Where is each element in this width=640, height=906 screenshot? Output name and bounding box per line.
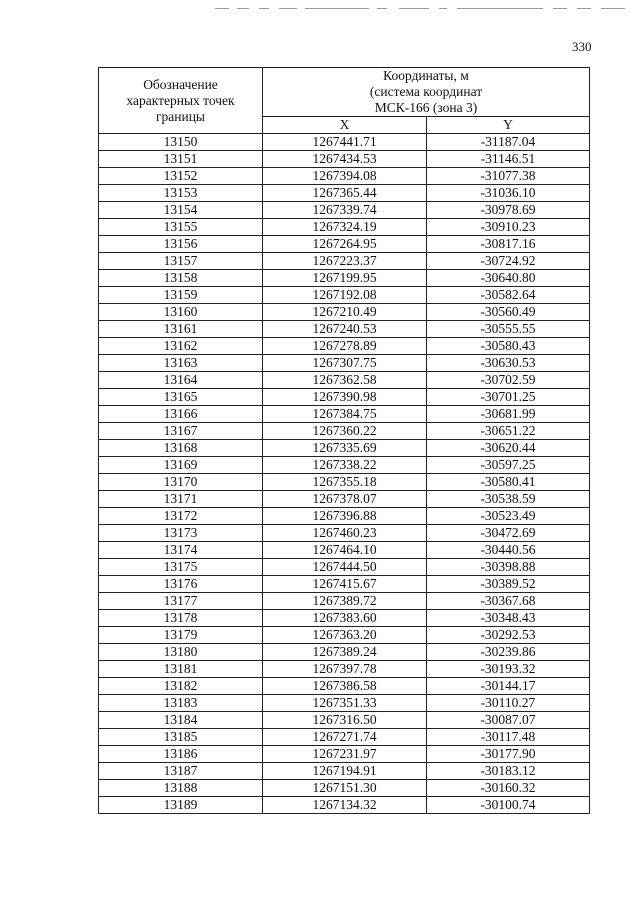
table-row (99, 423, 590, 440)
page-number: 330 (572, 39, 592, 54)
table-row (99, 678, 590, 695)
y-coordinate-cell: -30100.74 (427, 797, 590, 814)
table-row (99, 457, 590, 474)
y-coordinate-cell: -30701.25 (427, 389, 590, 406)
header-point-name-text: Обозначение характерных точек границы (126, 76, 235, 124)
x-coordinate-cell: 1267386.58 (263, 678, 427, 695)
y-coordinate-cell: -30087.07 (427, 712, 590, 729)
x-coordinate-cell: 1267231.97 (263, 746, 427, 763)
x-coordinate-cell: 1267390.98 (263, 389, 427, 406)
point-id-cell: 13177 (99, 593, 263, 610)
point-id-cell: 13158 (99, 270, 263, 287)
x-coordinate-cell: 1267464.10 (263, 542, 427, 559)
table-row (99, 202, 590, 219)
point-id-cell: 13183 (99, 695, 263, 712)
table-row (99, 440, 590, 457)
point-id-cell: 13167 (99, 423, 263, 440)
point-id-cell: 13179 (99, 627, 263, 644)
y-coordinate-cell: -30472.69 (427, 525, 590, 542)
x-coordinate-cell: 1267192.08 (263, 287, 427, 304)
y-coordinate-cell: -30239.86 (427, 644, 590, 661)
x-coordinate-cell: 1267441.71 (263, 134, 427, 151)
x-coordinate-cell: 1267460.23 (263, 525, 427, 542)
table-row (99, 593, 590, 610)
x-coordinate-cell: 1267316.50 (263, 712, 427, 729)
table-row (99, 355, 590, 372)
x-coordinate-cell: 1267389.72 (263, 593, 427, 610)
y-coordinate-cell: -30177.90 (427, 746, 590, 763)
x-coordinate-cell: 1267383.60 (263, 610, 427, 627)
table-row (99, 559, 590, 576)
table-row (99, 219, 590, 236)
y-coordinate-cell: -31187.04 (427, 134, 590, 151)
table-row (99, 525, 590, 542)
table-row (99, 236, 590, 253)
y-coordinate-cell: -31077.38 (427, 168, 590, 185)
point-id-cell: 13159 (99, 287, 263, 304)
table-body (99, 134, 590, 814)
header-coordinates (263, 68, 590, 117)
table-row (99, 474, 590, 491)
point-id-cell: 13174 (99, 542, 263, 559)
point-id-cell: 13176 (99, 576, 263, 593)
x-coordinate-cell: 1267362.58 (263, 372, 427, 389)
point-id-cell: 13162 (99, 338, 263, 355)
y-coordinate-cell: -30651.22 (427, 423, 590, 440)
table-row (99, 134, 590, 151)
y-coordinate-cell: -30978.69 (427, 202, 590, 219)
point-id-cell: 13178 (99, 610, 263, 627)
y-coordinate-cell: -30910.23 (427, 219, 590, 236)
point-id-cell: 13173 (99, 525, 263, 542)
table-row (99, 763, 590, 780)
point-id-cell: 13163 (99, 355, 263, 372)
table-row (99, 729, 590, 746)
x-coordinate-cell: 1267339.74 (263, 202, 427, 219)
point-id-cell: 13186 (99, 746, 263, 763)
x-coordinate-cell: 1267389.24 (263, 644, 427, 661)
x-coordinate-cell: 1267351.33 (263, 695, 427, 712)
table-row (99, 338, 590, 355)
x-coordinate-cell: 1267365.44 (263, 185, 427, 202)
header-coordinates-line2: (система координат (369, 84, 483, 99)
header-coordinates-line1: Координаты, м (383, 68, 469, 83)
table-row (99, 627, 590, 644)
point-id-cell: 13157 (99, 253, 263, 270)
table-row (99, 712, 590, 729)
point-id-cell: 13165 (99, 389, 263, 406)
x-coordinate-cell: 1267194.91 (263, 763, 427, 780)
x-coordinate-cell: 1267271.74 (263, 729, 427, 746)
header-point-name (99, 68, 263, 134)
point-id-cell: 13188 (99, 780, 263, 797)
table-row (99, 321, 590, 338)
x-coordinate-cell: 1267397.78 (263, 661, 427, 678)
scan-artifact-lines (215, 8, 625, 10)
y-coordinate-cell: -30523.49 (427, 508, 590, 525)
table-row (99, 270, 590, 287)
point-id-cell: 13180 (99, 644, 263, 661)
table-row (99, 661, 590, 678)
point-id-cell: 13152 (99, 168, 263, 185)
y-coordinate-cell: -30582.64 (427, 287, 590, 304)
y-coordinate-cell: -31146.51 (427, 151, 590, 168)
table-row (99, 610, 590, 627)
x-coordinate-cell: 1267199.95 (263, 270, 427, 287)
y-coordinate-cell: -30630.53 (427, 355, 590, 372)
point-id-cell: 13189 (99, 797, 263, 814)
x-coordinate-cell: 1267335.69 (263, 440, 427, 457)
y-coordinate-cell: -30160.32 (427, 780, 590, 797)
x-coordinate-cell: 1267223.37 (263, 253, 427, 270)
table-row (99, 185, 590, 202)
point-id-cell: 13182 (99, 678, 263, 695)
x-coordinate-cell: 1267240.53 (263, 321, 427, 338)
table-row (99, 508, 590, 525)
point-id-cell: 13156 (99, 236, 263, 253)
point-id-cell: 13169 (99, 457, 263, 474)
point-id-cell: 13172 (99, 508, 263, 525)
x-coordinate-cell: 1267210.49 (263, 304, 427, 321)
point-id-cell: 13155 (99, 219, 263, 236)
x-coordinate-cell: 1267307.75 (263, 355, 427, 372)
table-row (99, 287, 590, 304)
x-coordinate-cell: 1267378.07 (263, 491, 427, 508)
table-row (99, 797, 590, 814)
y-coordinate-cell: -30724.92 (427, 253, 590, 270)
point-id-cell: 13175 (99, 559, 263, 576)
header-x: X (263, 117, 427, 134)
table-row (99, 644, 590, 661)
point-id-cell: 13164 (99, 372, 263, 389)
x-coordinate-cell: 1267360.22 (263, 423, 427, 440)
header-y: Y (427, 117, 590, 134)
point-id-cell: 13168 (99, 440, 263, 457)
x-coordinate-cell: 1267264.95 (263, 236, 427, 253)
point-id-cell: 13187 (99, 763, 263, 780)
table-row (99, 372, 590, 389)
point-id-cell: 13151 (99, 151, 263, 168)
x-coordinate-cell: 1267394.08 (263, 168, 427, 185)
x-coordinate-cell: 1267134.32 (263, 797, 427, 814)
x-coordinate-cell: 1267434.53 (263, 151, 427, 168)
x-coordinate-cell: 1267415.67 (263, 576, 427, 593)
point-id-cell: 13153 (99, 185, 263, 202)
x-coordinate-cell: 1267384.75 (263, 406, 427, 423)
header-coordinates-line3: МСК-166 (зона 3) (374, 100, 478, 115)
x-coordinate-cell: 1267355.18 (263, 474, 427, 491)
x-coordinate-cell: 1267338.22 (263, 457, 427, 474)
y-coordinate-cell: -30681.99 (427, 406, 590, 423)
table-row (99, 695, 590, 712)
table-row (99, 304, 590, 321)
y-coordinate-cell: -30117.48 (427, 729, 590, 746)
x-coordinate-cell: 1267444.50 (263, 559, 427, 576)
point-id-cell: 13154 (99, 202, 263, 219)
y-coordinate-cell: -30398.88 (427, 559, 590, 576)
y-coordinate-cell: -30580.41 (427, 474, 590, 491)
point-id-cell: 13166 (99, 406, 263, 423)
y-coordinate-cell: -30620.44 (427, 440, 590, 457)
table-row (99, 780, 590, 797)
y-coordinate-cell: -30292.53 (427, 627, 590, 644)
point-id-cell: 13150 (99, 134, 263, 151)
point-id-cell: 13170 (99, 474, 263, 491)
y-coordinate-cell: -30580.43 (427, 338, 590, 355)
y-coordinate-cell: -30817.16 (427, 236, 590, 253)
point-id-cell: 13184 (99, 712, 263, 729)
y-coordinate-cell: -30440.56 (427, 542, 590, 559)
x-coordinate-cell: 1267278.89 (263, 338, 427, 355)
point-id-cell: 13185 (99, 729, 263, 746)
table-row (99, 746, 590, 763)
table-row (99, 389, 590, 406)
y-coordinate-cell: -30640.80 (427, 270, 590, 287)
y-coordinate-cell: -30367.68 (427, 593, 590, 610)
y-coordinate-cell: -30560.49 (427, 304, 590, 321)
x-coordinate-cell: 1267363.20 (263, 627, 427, 644)
point-id-cell: 13160 (99, 304, 263, 321)
y-coordinate-cell: -30555.55 (427, 321, 590, 338)
y-coordinate-cell: -30702.59 (427, 372, 590, 389)
y-coordinate-cell: -30597.25 (427, 457, 590, 474)
y-coordinate-cell: -30193.32 (427, 661, 590, 678)
table-row (99, 151, 590, 168)
y-coordinate-cell: -30183.12 (427, 763, 590, 780)
point-id-cell: 13161 (99, 321, 263, 338)
table-row (99, 168, 590, 185)
table-row (99, 491, 590, 508)
y-coordinate-cell: -31036.10 (427, 185, 590, 202)
table-row (99, 253, 590, 270)
x-coordinate-cell: 1267396.88 (263, 508, 427, 525)
point-id-cell: 13181 (99, 661, 263, 678)
y-coordinate-cell: -30538.59 (427, 491, 590, 508)
y-coordinate-cell: -30110.27 (427, 695, 590, 712)
table-row (99, 542, 590, 559)
x-coordinate-cell: 1267324.19 (263, 219, 427, 236)
point-id-cell: 13171 (99, 491, 263, 508)
y-coordinate-cell: -30389.52 (427, 576, 590, 593)
table-row (99, 406, 590, 423)
y-coordinate-cell: -30348.43 (427, 610, 590, 627)
table-row (99, 576, 590, 593)
x-coordinate-cell: 1267151.30 (263, 780, 427, 797)
coordinates-table (98, 67, 590, 814)
y-coordinate-cell: -30144.17 (427, 678, 590, 695)
